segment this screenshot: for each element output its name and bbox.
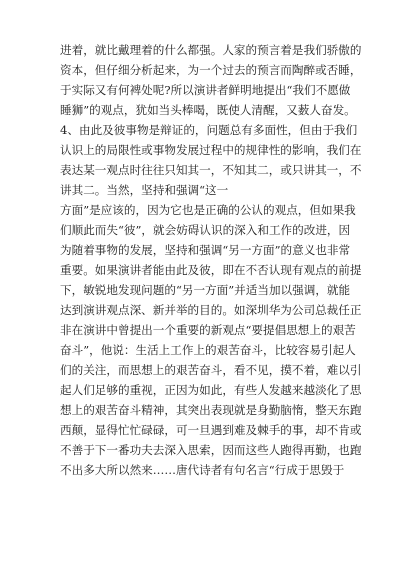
- text-line: 西颠，显得忙忙碌碌，可一旦遇到难及棘手的事，却不肯或: [60, 423, 362, 437]
- text-line: 于实际又有何裨处呢?所以演讲者鲜明地提出“我们不愿做: [60, 83, 351, 97]
- text-line: 不出多大所以然来……唐代诗者有句名言“行成于思毁于: [60, 463, 345, 477]
- text-line: 非在演讲中曾提出一个重要的新观点“要提倡思想上的艰苦: [60, 323, 356, 337]
- text-line: 方面”是应该的，因为它也是正确的公认的观点，但如果我: [60, 203, 356, 217]
- text-line: 讲其二。当然，坚持和强调“这一: [60, 183, 229, 197]
- text-line: 表达某一观点时往往只知其一，不知其二，或只讲其一，不: [60, 163, 362, 177]
- text-line: 们顺此而失“彼”，就会妨碍认识的深入和工作的改进，因: [60, 223, 351, 237]
- text-line: 不善于下一番功夫去深入思索，因而这些人跑得再勤，也跑: [60, 443, 362, 457]
- text-line: 们的关注，而思想上的艰苦奋斗，看不见，摸不着，难以引: [60, 363, 362, 377]
- text-line: 资本，但仔细分析起来，为一个过去的预言而陶醉或否睡，: [60, 63, 362, 77]
- text-line: 下，敏锐地发现问题的“另一方面”并适当加以强调，就能: [60, 283, 351, 297]
- body-text: [60, 40, 376, 480]
- text-line: 为随着事物的发展，坚持和强调“另一方面”的意义也非常: [60, 243, 351, 257]
- text-line: 进着，就比戴理着的什么都强。人家的预言着是我们骄傲的: [60, 43, 362, 57]
- text-line: 4、由此及彼事物是辩证的，问题总有多面性，但由于我们: [60, 123, 358, 137]
- text-line: 重要。如果演讲者能由此及彼，即在不否认现有观点的前提: [60, 263, 362, 277]
- text-line: 奋斗”，他说：生活上工作上的艰苦奋斗，比较容易引起人: [60, 343, 356, 357]
- text-line: 达到演讲观点深、新并举的目的。如深圳华为公司总裁任正: [60, 303, 362, 317]
- text-line: 认识上的局限性或事物发展过程中的规律性的影响，我们在: [60, 143, 362, 157]
- text-line: 睡狮”的观点，犹如当头棒喝，既使人清醒，又薮人奋发。: [60, 103, 356, 117]
- text-line: 想上的艰苦奋斗精神，其突出表现就是身勤脑惰，整天东跑: [60, 403, 362, 417]
- text-line: 起人们足够的重视，正因为如此，有些人发越来越淡化了思: [60, 383, 362, 397]
